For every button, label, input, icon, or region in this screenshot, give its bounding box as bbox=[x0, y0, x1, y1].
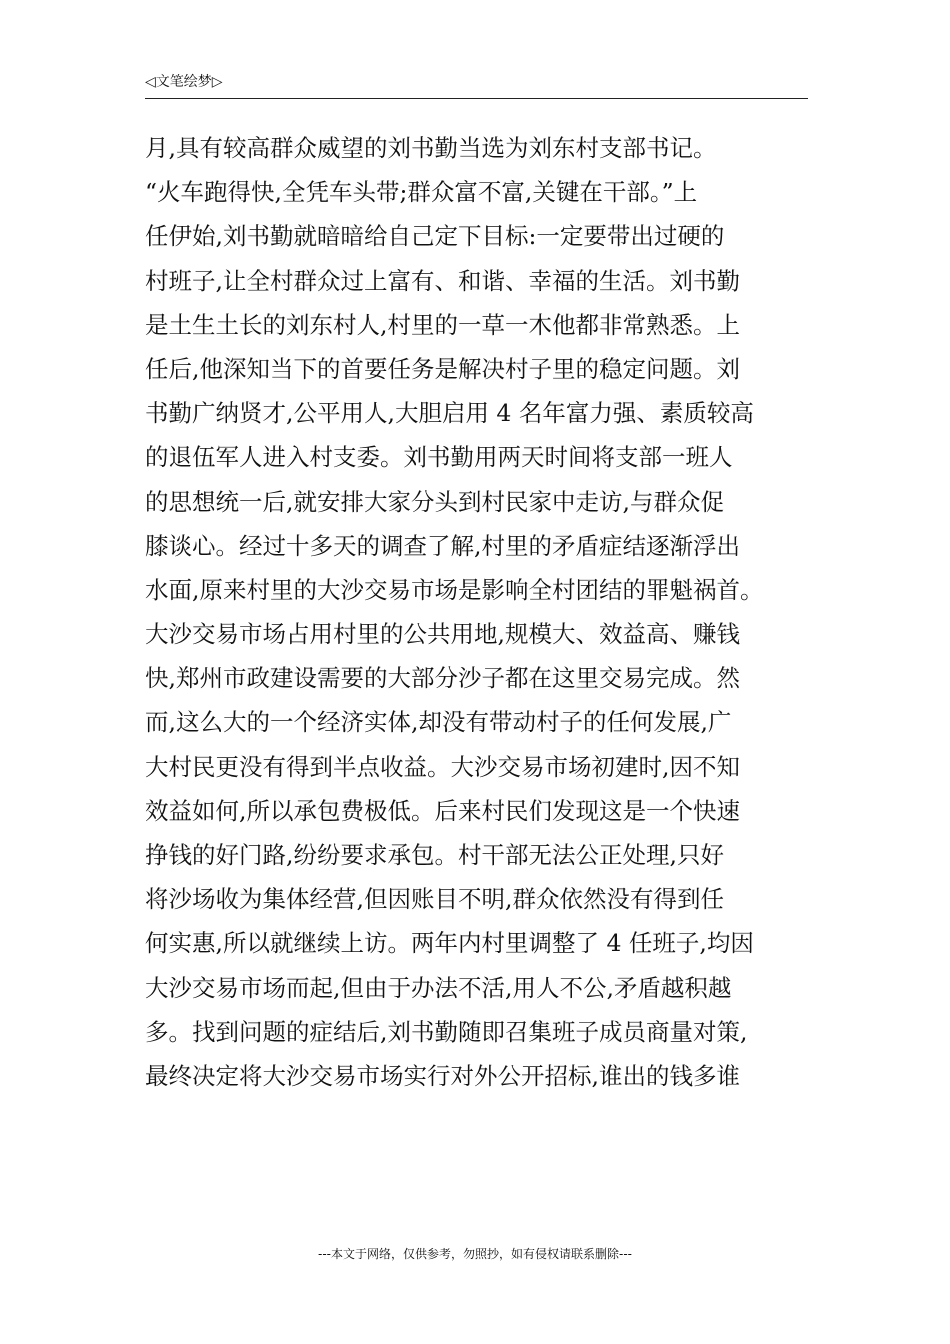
body-text bbox=[145, 126, 825, 1098]
text-line: “火车跑得快,全凭车头带;群众富不富,关键在干部。”上 bbox=[145, 178, 698, 207]
text-line: 的思想统一后,就安排大家分头到村民家中走访,与群众促 bbox=[145, 487, 724, 516]
text-line: 挣钱的好门路,纷纷要求承包。村干部无法公正处理,只好 bbox=[145, 841, 724, 869]
text-line: 效益如何,所以承包费极低。后来村民们发现这是一个快速 bbox=[145, 796, 740, 825]
text-line: 多。找到问题的症结后,刘书勤随即召集班子成员商量对策, bbox=[145, 1017, 748, 1046]
text-line: 而,这么大的一个经济实体,却没有带动村子的任何发展,广 bbox=[145, 708, 732, 737]
text-line: 大沙交易市场而起,但由于办法不活,用人不公,矛盾越积越 bbox=[145, 973, 732, 1002]
text-line: 何实惠,所以就继续上访。两年内村里调整了 4 任班子,均因 bbox=[145, 929, 754, 958]
text-line: 任后,他深知当下的首要任务是解决村子里的稳定问题。刘 bbox=[145, 354, 740, 383]
text-line: 快,郑州市政建设需要的大部分沙子都在这里交易完成。然 bbox=[145, 664, 740, 693]
text-line: 月,具有较高群众威望的刘书勤当选为刘东村支部书记。 bbox=[145, 134, 717, 162]
text-line: 最终决定将大沙交易市场实行对外公开招标,谁出的钱多谁 bbox=[145, 1061, 740, 1090]
text-line: 村班子,让全村群众过上富有、和谐、幸福的生活。刘书勤 bbox=[145, 266, 740, 295]
page-header bbox=[145, 70, 808, 99]
text-line: 大村民更没有得到半点收益。大沙交易市场初建时,因不知 bbox=[145, 752, 740, 781]
header-title: ◁文笔绘梦▷ bbox=[145, 74, 223, 90]
text-line: 书勤广纳贤才,公平用人,大胆启用 4 名年富力强、素质较高 bbox=[145, 399, 754, 428]
page-footer: ---本文于网络，仅供参考，勿照抄，如有侵权请联系删除--- bbox=[318, 1247, 632, 1261]
text-line: 膝谈心。经过十多天的调查了解,村里的矛盾症结逐渐浮出 bbox=[145, 531, 740, 560]
text-line: 任伊始,刘书勤就暗暗给自己定下目标:一定要带出过硬的 bbox=[145, 222, 725, 251]
text-line: 将沙场收为集体经营,但因账目不明,群众依然没有得到任 bbox=[145, 885, 724, 914]
text-line: 的退伍军人进入村支委。刘书勤用两天时间将支部一班人 bbox=[145, 443, 733, 472]
text-line: 水面,原来村里的大沙交易市场是影响全村团结的罪魁祸首。 bbox=[145, 575, 764, 604]
text-line: 大沙交易市场占用村里的公共用地,规模大、效益高、赚钱 bbox=[145, 620, 740, 649]
text-line: 是土生土长的刘东村人,村里的一草一木他都非常熟悉。上 bbox=[145, 310, 740, 339]
